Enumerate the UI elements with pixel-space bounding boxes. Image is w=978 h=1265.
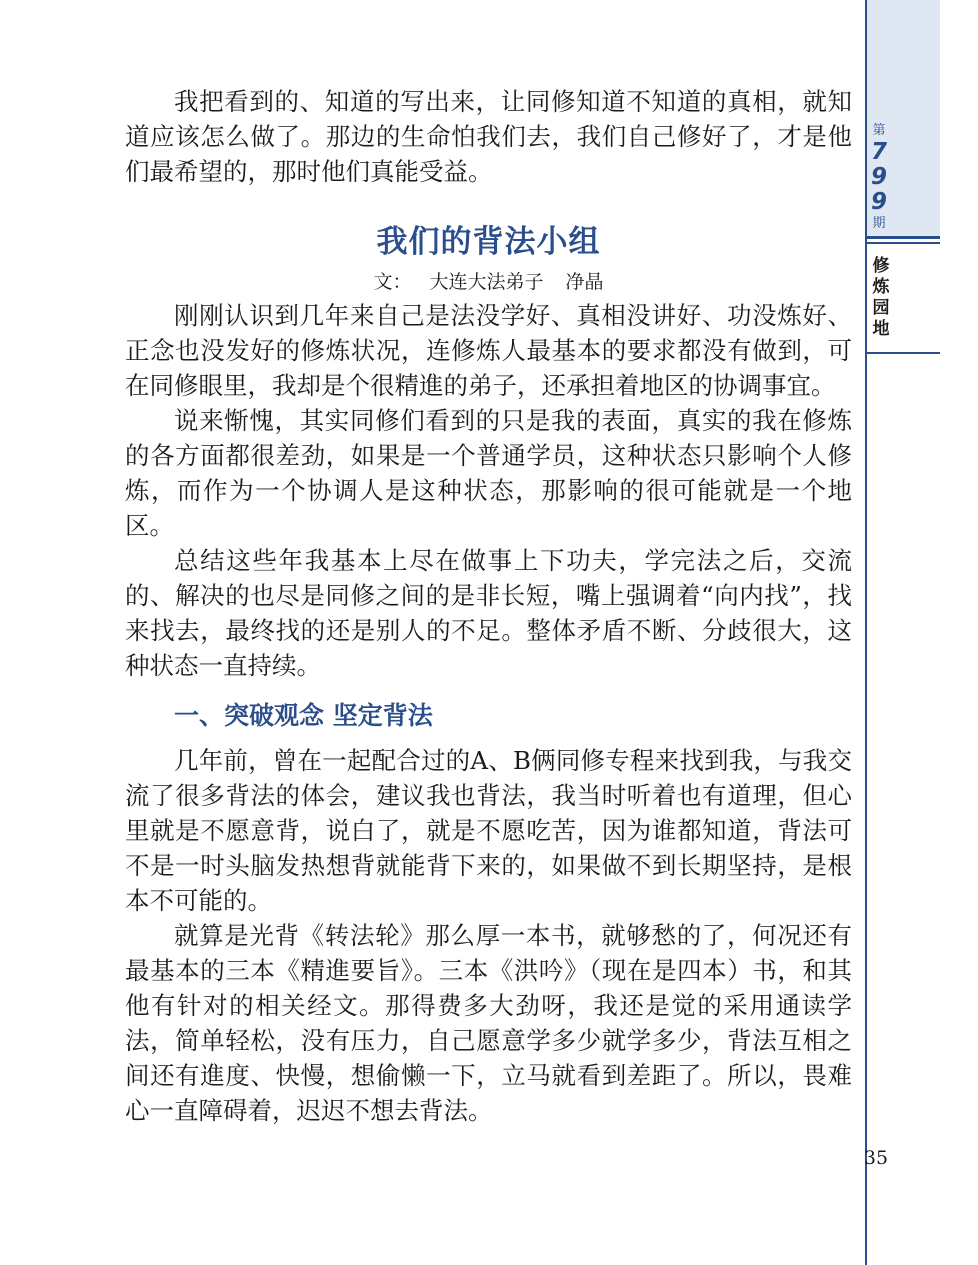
issue-tab-rule-thin	[867, 242, 940, 244]
byline	[125, 268, 852, 296]
page-number: 35	[863, 1147, 889, 1169]
column-name	[869, 256, 893, 340]
paragraph: 几年前，曾在一起配合过的A、B俩同修专程来找到我，与我交流了很多背法的体会，建议我也背法，我当时听着也有道理，但心里就是不愿意背，说白了，就是不愿吃苦，因为谁都知道，背法可不是一时头脑发热想背就能背下来的，如果做不到长期坚持，是根本不可能的。	[125, 746, 852, 915]
issue-digit: 9	[870, 189, 887, 215]
issue-number	[867, 122, 891, 233]
column-char: 园	[872, 298, 890, 318]
issue-digit: 7	[870, 139, 887, 165]
byline-author: 大连大法弟子	[429, 271, 544, 293]
byline-prefix: 文：	[373, 271, 412, 293]
section-heading: 一、突破观念 坚定背法	[174, 701, 433, 730]
paragraph: 就算是光背《转法轮》那么厚一本书，就够愁的了，何况还有最基本的三本《精進要旨》。三本《洪吟》（现在是四本）书，和其他有针对的相关经文。那得费多大劲呀，我还是觉的采用通读学法，简单轻松，没有压力，自己愿意学多少就学多少，背法互相之间还有進度、快慢，想偷懒一下，立马就看到差距了。所以，畏难心一直障碍着，迟迟不想去背法。	[125, 921, 852, 1125]
paragraph: 总结这些年我基本上尽在做事上下功夫，学完法之后，交流的、解决的也尽是同修之间的是非长短，嘴上强调着“向内找”，找来找去，最终找的还是别人的不足。整体矛盾不断、分歧很大，这种状态一直持续。	[125, 546, 852, 680]
article-body	[125, 84, 852, 1128]
column-rule	[867, 352, 940, 354]
issue-prefix: 第	[872, 123, 886, 138]
byline-name: 净晶	[565, 271, 604, 293]
issue-tab-rule	[867, 236, 940, 239]
issue-suffix: 期	[872, 216, 886, 231]
intro-paragraph: 我把看到的、知道的写出来，让同修知道不知道的真相，就知道应该怎么做了。那边的生命怕我们去，我们自己修好了，才是他们最希望的，那时他们真能受益。	[125, 87, 852, 186]
column-char: 炼	[872, 277, 890, 297]
column-char: 地	[872, 319, 890, 339]
paragraph: 说来惭愧，其实同修们看到的只是我的表面，真实的我在修炼的各方面都很差劲，如果是一个普通学员，这种状态只影响个人修炼，而作为一个协调人是这种状态，那影响的很可能就是一个地区。	[125, 406, 852, 540]
column-char: 修	[872, 256, 890, 276]
paragraph: 刚刚认识到几年来自己是法没学好、真相没讲好、功没炼好、正念也没发好的修炼状况，连修炼人最基本的要求都没有做到，可在同修眼里，我却是个很精進的弟子，还承担着地区的协调事宜。	[125, 301, 852, 400]
article-title: 我们的背法小组	[376, 224, 601, 260]
issue-digit: 9	[870, 164, 887, 190]
